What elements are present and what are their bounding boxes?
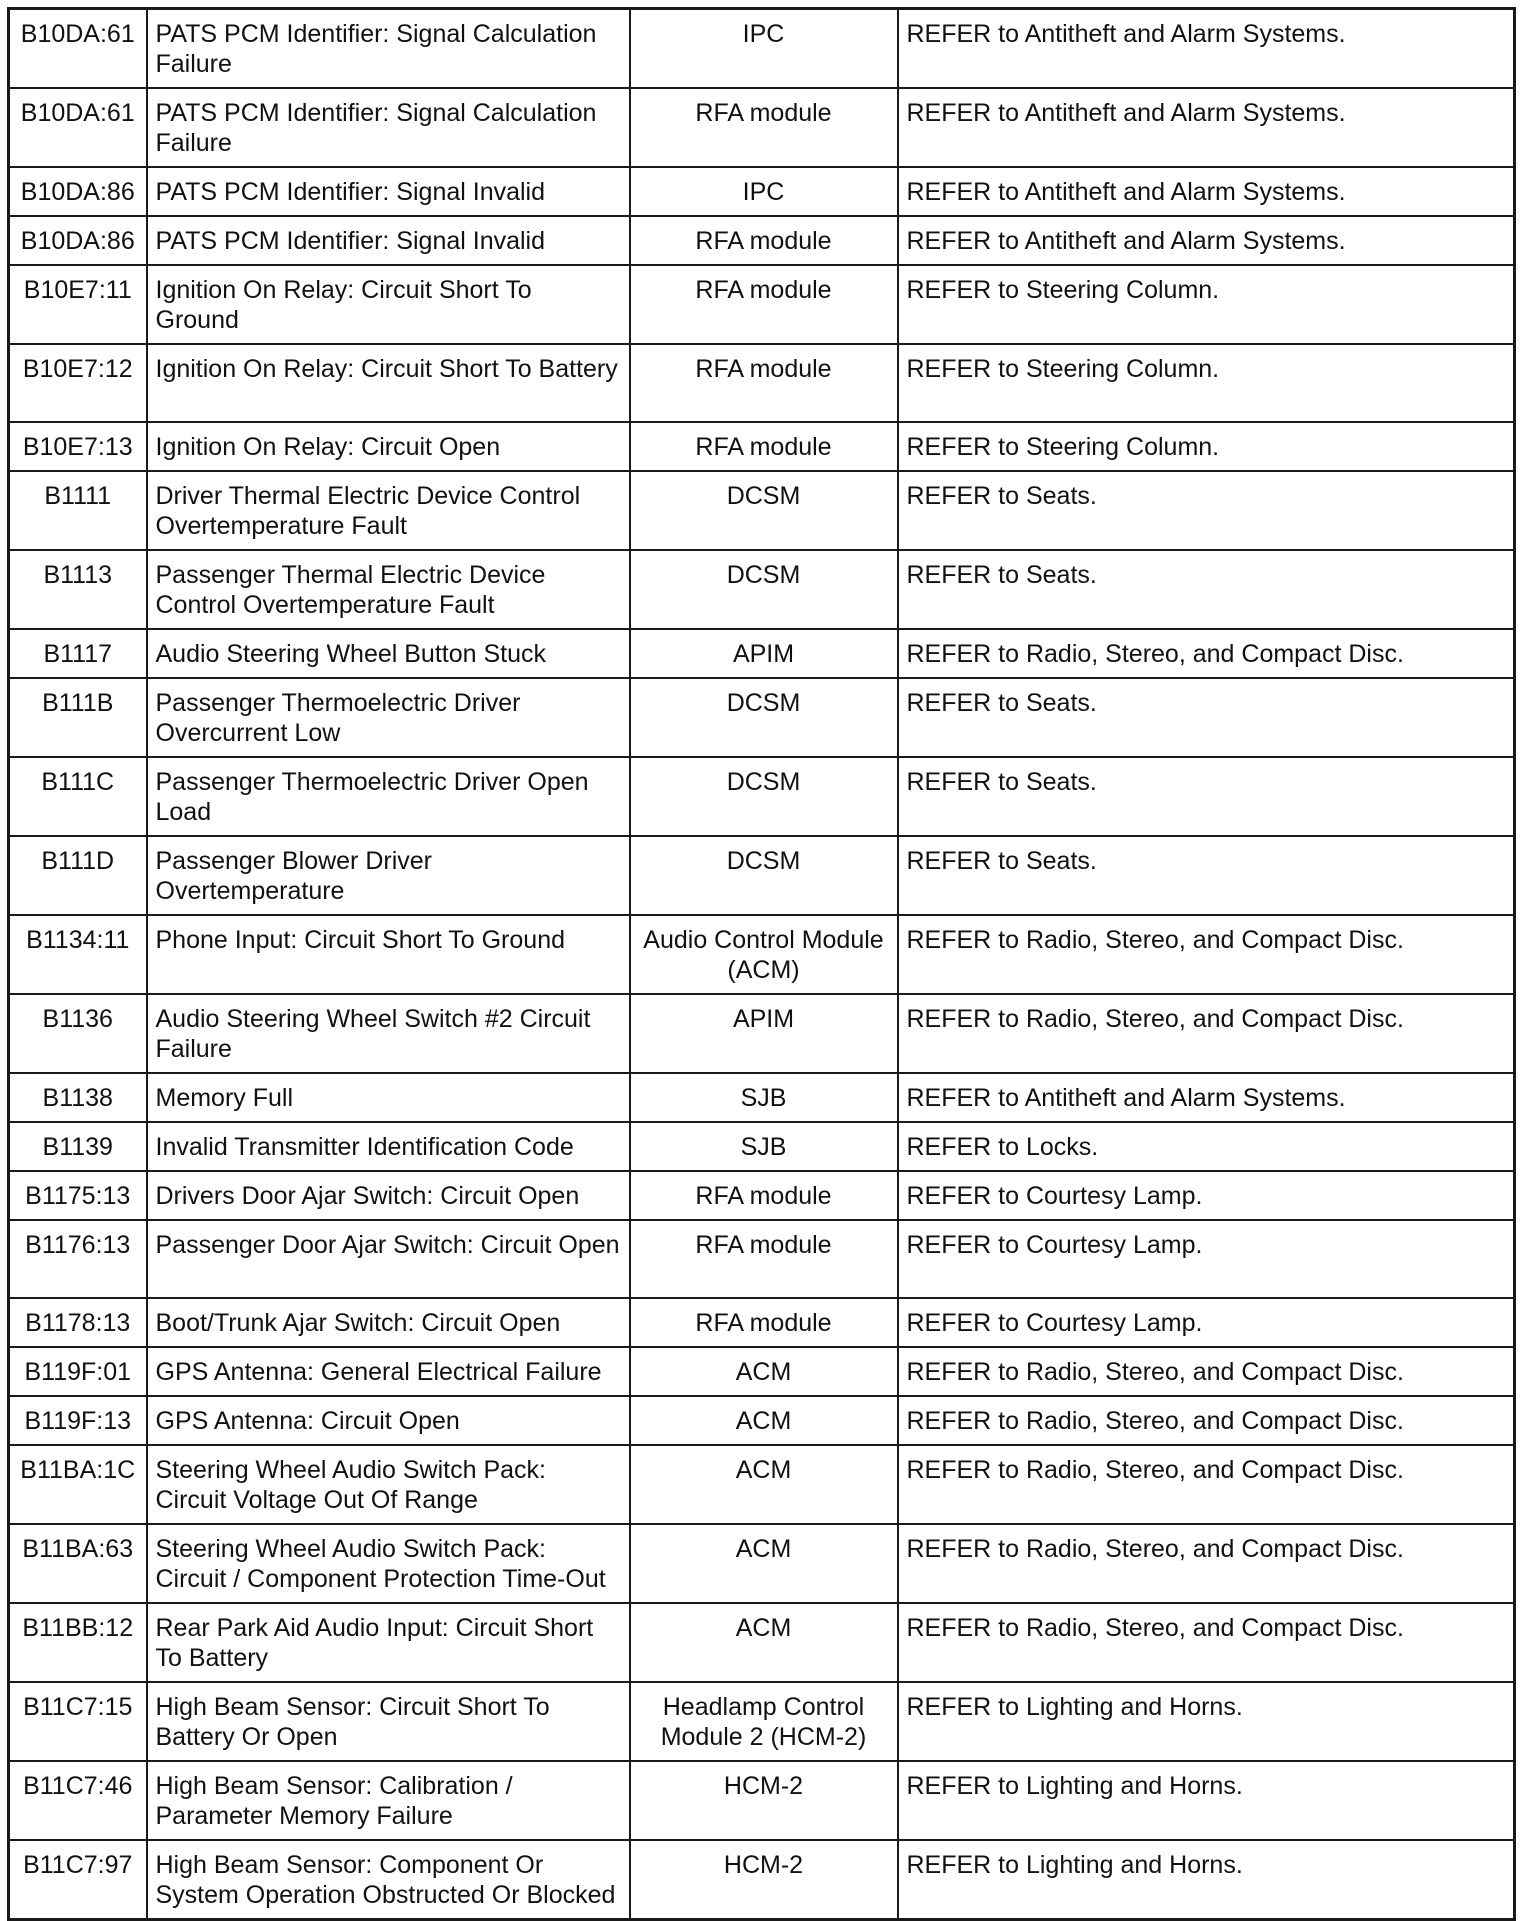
dtc-description-cell: Steering Wheel Audio Switch Pack: Circuit / Component Protection Time-Out xyxy=(147,1524,630,1603)
dtc-code-cell: B1175:13 xyxy=(9,1171,147,1220)
table-row xyxy=(9,915,1515,994)
dtc-code-cell: B1178:13 xyxy=(9,1298,147,1347)
module-cell: Audio Control Module (ACM) xyxy=(630,915,898,994)
table-row xyxy=(9,1298,1515,1347)
action-cell: REFER to Radio, Stereo, and Compact Disc. xyxy=(898,915,1515,994)
action-cell: REFER to Radio, Stereo, and Compact Disc. xyxy=(898,1524,1515,1603)
dtc-code-cell: B11C7:97 xyxy=(9,1840,147,1920)
module-cell: APIM xyxy=(630,994,898,1073)
module-cell: HCM-2 xyxy=(630,1761,898,1840)
table-row xyxy=(9,757,1515,836)
module-cell: ACM xyxy=(630,1396,898,1445)
dtc-code-cell: B1111 xyxy=(9,471,147,550)
dtc-table xyxy=(7,7,1516,1921)
table-row xyxy=(9,1603,1515,1682)
table-row xyxy=(9,9,1515,89)
module-cell: ACM xyxy=(630,1347,898,1396)
dtc-code-cell: B10DA:86 xyxy=(9,167,147,216)
dtc-code-cell: B1176:13 xyxy=(9,1220,147,1298)
dtc-description-cell: Ignition On Relay: Circuit Short To Battery xyxy=(147,344,630,422)
action-cell: REFER to Seats. xyxy=(898,550,1515,629)
dtc-code-cell: B10DA:86 xyxy=(9,216,147,265)
dtc-description-cell: GPS Antenna: Circuit Open xyxy=(147,1396,630,1445)
dtc-code-cell: B119F:01 xyxy=(9,1347,147,1396)
action-cell: REFER to Courtesy Lamp. xyxy=(898,1220,1515,1298)
action-cell: REFER to Steering Column. xyxy=(898,344,1515,422)
action-cell: REFER to Seats. xyxy=(898,836,1515,915)
dtc-code-cell: B11BA:1C xyxy=(9,1445,147,1524)
table-row xyxy=(9,216,1515,265)
dtc-code-cell: B111B xyxy=(9,678,147,757)
table-row xyxy=(9,422,1515,471)
table-row xyxy=(9,994,1515,1073)
dtc-code-cell: B111D xyxy=(9,836,147,915)
dtc-description-cell: Steering Wheel Audio Switch Pack: Circuit Voltage Out Of Range xyxy=(147,1445,630,1524)
action-cell: REFER to Seats. xyxy=(898,757,1515,836)
module-cell: RFA module xyxy=(630,422,898,471)
dtc-description-cell: PATS PCM Identifier: Signal Calculation Failure xyxy=(147,88,630,167)
table-row xyxy=(9,550,1515,629)
dtc-description-cell: Passenger Thermoelectric Driver Open Load xyxy=(147,757,630,836)
module-cell: RFA module xyxy=(630,88,898,167)
dtc-description-cell: Audio Steering Wheel Button Stuck xyxy=(147,629,630,678)
action-cell: REFER to Radio, Stereo, and Compact Disc. xyxy=(898,629,1515,678)
action-cell: REFER to Lighting and Horns. xyxy=(898,1840,1515,1920)
dtc-code-cell: B11C7:46 xyxy=(9,1761,147,1840)
dtc-description-cell: Drivers Door Ajar Switch: Circuit Open xyxy=(147,1171,630,1220)
action-cell: REFER to Antitheft and Alarm Systems. xyxy=(898,167,1515,216)
module-cell: DCSM xyxy=(630,757,898,836)
dtc-code-cell: B10E7:13 xyxy=(9,422,147,471)
action-cell: REFER to Radio, Stereo, and Compact Disc. xyxy=(898,1347,1515,1396)
dtc-code-cell: B1117 xyxy=(9,629,147,678)
dtc-description-cell: GPS Antenna: General Electrical Failure xyxy=(147,1347,630,1396)
action-cell: REFER to Antitheft and Alarm Systems. xyxy=(898,9,1515,89)
dtc-description-cell: Passenger Blower Driver Overtemperature xyxy=(147,836,630,915)
table-row xyxy=(9,344,1515,422)
dtc-code-cell: B10DA:61 xyxy=(9,9,147,89)
dtc-code-cell: B10DA:61 xyxy=(9,88,147,167)
table-row xyxy=(9,836,1515,915)
dtc-description-cell: Memory Full xyxy=(147,1073,630,1122)
dtc-description-cell: Passenger Thermal Electric Device Control Overtemperature Fault xyxy=(147,550,630,629)
module-cell: SJB xyxy=(630,1122,898,1171)
module-cell: SJB xyxy=(630,1073,898,1122)
dtc-description-cell: High Beam Sensor: Component Or System Operation Obstructed Or Blocked xyxy=(147,1840,630,1920)
dtc-description-cell: Passenger Thermoelectric Driver Overcurrent Low xyxy=(147,678,630,757)
dtc-description-cell: Ignition On Relay: Circuit Open xyxy=(147,422,630,471)
table-row xyxy=(9,1396,1515,1445)
dtc-description-cell: PATS PCM Identifier: Signal Invalid xyxy=(147,167,630,216)
table-row xyxy=(9,471,1515,550)
dtc-code-cell: B1134:11 xyxy=(9,915,147,994)
action-cell: REFER to Steering Column. xyxy=(898,265,1515,344)
action-cell: REFER to Seats. xyxy=(898,678,1515,757)
module-cell: ACM xyxy=(630,1445,898,1524)
module-cell: DCSM xyxy=(630,836,898,915)
action-cell: REFER to Radio, Stereo, and Compact Disc. xyxy=(898,1445,1515,1524)
dtc-table-body xyxy=(9,9,1515,1920)
module-cell: RFA module xyxy=(630,216,898,265)
dtc-description-cell: High Beam Sensor: Circuit Short To Battery Or Open xyxy=(147,1682,630,1761)
dtc-code-cell: B119F:13 xyxy=(9,1396,147,1445)
dtc-description-cell: Ignition On Relay: Circuit Short To Ground xyxy=(147,265,630,344)
table-row xyxy=(9,1171,1515,1220)
module-cell: HCM-2 xyxy=(630,1840,898,1920)
dtc-code-cell: B10E7:12 xyxy=(9,344,147,422)
action-cell: REFER to Lighting and Horns. xyxy=(898,1761,1515,1840)
action-cell: REFER to Seats. xyxy=(898,471,1515,550)
table-row xyxy=(9,265,1515,344)
module-cell: IPC xyxy=(630,9,898,89)
action-cell: REFER to Courtesy Lamp. xyxy=(898,1298,1515,1347)
dtc-description-cell: Boot/Trunk Ajar Switch: Circuit Open xyxy=(147,1298,630,1347)
table-row xyxy=(9,1524,1515,1603)
dtc-code-cell: B111C xyxy=(9,757,147,836)
module-cell: DCSM xyxy=(630,678,898,757)
table-row xyxy=(9,88,1515,167)
table-row xyxy=(9,1682,1515,1761)
dtc-description-cell: PATS PCM Identifier: Signal Calculation Failure xyxy=(147,9,630,89)
module-cell: RFA module xyxy=(630,1298,898,1347)
action-cell: REFER to Antitheft and Alarm Systems. xyxy=(898,216,1515,265)
table-row xyxy=(9,1220,1515,1298)
table-row xyxy=(9,1073,1515,1122)
dtc-description-cell: High Beam Sensor: Calibration / Parameter Memory Failure xyxy=(147,1761,630,1840)
dtc-code-cell: B1113 xyxy=(9,550,147,629)
table-row xyxy=(9,629,1515,678)
dtc-description-cell: Audio Steering Wheel Switch #2 Circuit Failure xyxy=(147,994,630,1073)
table-row xyxy=(9,1840,1515,1920)
action-cell: REFER to Radio, Stereo, and Compact Disc. xyxy=(898,1603,1515,1682)
module-cell: RFA module xyxy=(630,1171,898,1220)
table-row xyxy=(9,1761,1515,1840)
action-cell: REFER to Lighting and Horns. xyxy=(898,1682,1515,1761)
dtc-description-cell: Phone Input: Circuit Short To Ground xyxy=(147,915,630,994)
dtc-code-cell: B11BB:12 xyxy=(9,1603,147,1682)
action-cell: REFER to Courtesy Lamp. xyxy=(898,1171,1515,1220)
module-cell: RFA module xyxy=(630,265,898,344)
table-row xyxy=(9,678,1515,757)
action-cell: REFER to Locks. xyxy=(898,1122,1515,1171)
module-cell: IPC xyxy=(630,167,898,216)
action-cell: REFER to Antitheft and Alarm Systems. xyxy=(898,1073,1515,1122)
dtc-description-cell: Invalid Transmitter Identification Code xyxy=(147,1122,630,1171)
dtc-description-cell: Passenger Door Ajar Switch: Circuit Open xyxy=(147,1220,630,1298)
module-cell: DCSM xyxy=(630,471,898,550)
action-cell: REFER to Steering Column. xyxy=(898,422,1515,471)
table-row xyxy=(9,1122,1515,1171)
module-cell: ACM xyxy=(630,1603,898,1682)
dtc-code-cell: B11BA:63 xyxy=(9,1524,147,1603)
dtc-description-cell: PATS PCM Identifier: Signal Invalid xyxy=(147,216,630,265)
module-cell: ACM xyxy=(630,1524,898,1603)
dtc-code-cell: B11C7:15 xyxy=(9,1682,147,1761)
table-row xyxy=(9,1445,1515,1524)
dtc-description-cell: Driver Thermal Electric Device Control Overtemperature Fault xyxy=(147,471,630,550)
dtc-code-cell: B10E7:11 xyxy=(9,265,147,344)
action-cell: REFER to Radio, Stereo, and Compact Disc. xyxy=(898,994,1515,1073)
table-row xyxy=(9,1347,1515,1396)
dtc-code-cell: B1136 xyxy=(9,994,147,1073)
dtc-code-cell: B1138 xyxy=(9,1073,147,1122)
module-cell: DCSM xyxy=(630,550,898,629)
module-cell: RFA module xyxy=(630,1220,898,1298)
dtc-description-cell: Rear Park Aid Audio Input: Circuit Short To Battery xyxy=(147,1603,630,1682)
action-cell: REFER to Antitheft and Alarm Systems. xyxy=(898,88,1515,167)
module-cell: RFA module xyxy=(630,344,898,422)
module-cell: Headlamp Control Module 2 (HCM-2) xyxy=(630,1682,898,1761)
module-cell: APIM xyxy=(630,629,898,678)
dtc-code-cell: B1139 xyxy=(9,1122,147,1171)
action-cell: REFER to Radio, Stereo, and Compact Disc. xyxy=(898,1396,1515,1445)
table-row xyxy=(9,167,1515,216)
